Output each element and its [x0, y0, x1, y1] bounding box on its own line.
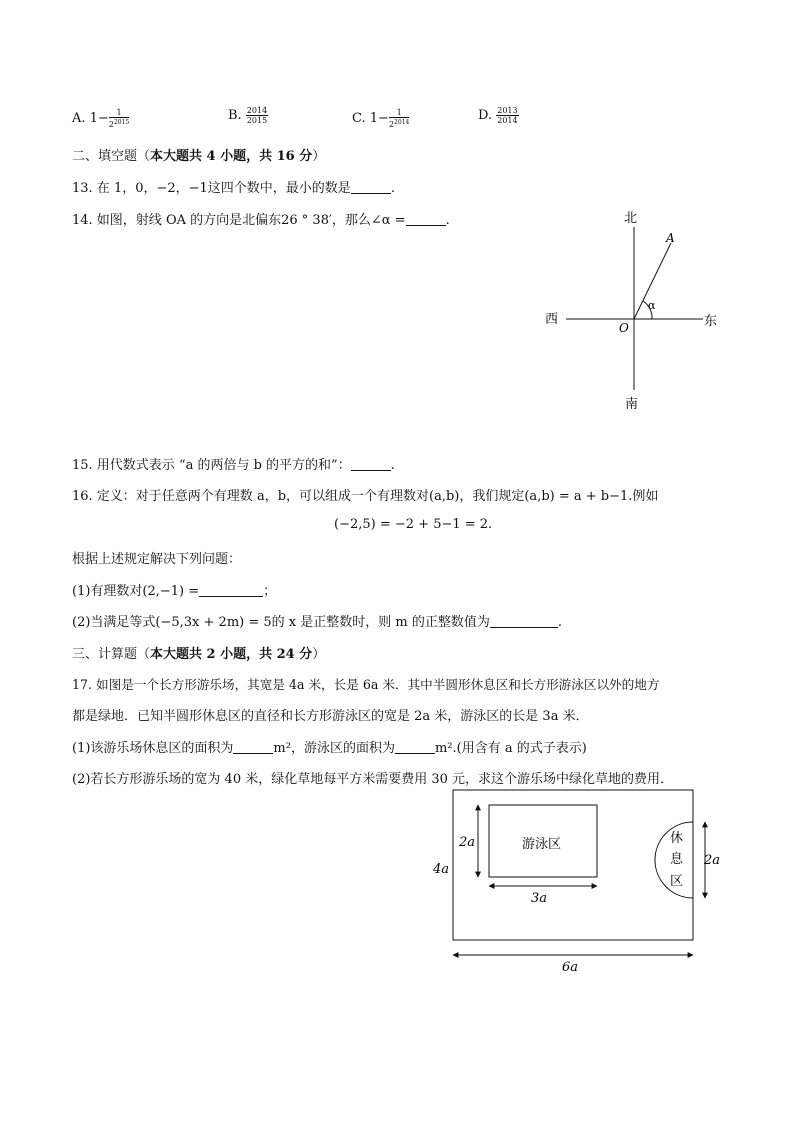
question-16-part-1-end: ； [263, 584, 277, 599]
option-a-numerator: 1 [109, 108, 129, 118]
option-a-whole: 1− [89, 111, 109, 126]
question-17-part-1-text-a: (1)该游乐场休息区的面积为 [72, 741, 234, 756]
question-17-part-1 [72, 737, 587, 756]
question-14 [72, 209, 450, 228]
rest-label-3: 区 [670, 874, 684, 889]
question-16 [72, 485, 658, 504]
question-13-answer-blank[interactable] [351, 181, 391, 194]
question-17-part-1-text-c: m².(用含有 a 的式子表示) [434, 741, 587, 756]
park-width-label: 4a [433, 862, 450, 877]
option-b-fraction [246, 106, 268, 125]
question-16-part-2 [72, 611, 562, 630]
option-c-denominator-exponent: 2014 [394, 119, 410, 126]
question-17-rest-area-blank[interactable] [233, 741, 273, 754]
question-17-pool-area-blank[interactable] [395, 741, 435, 754]
question-15-text: 15. 用代数式表示 “a 的两倍与 b 的平方的和”： [72, 458, 351, 473]
question-16-intro: 根据上述规定解决下列问题： [72, 552, 242, 567]
section-3-title-bold: 本大题共 2 小题，共 24 分 [150, 647, 313, 662]
option-c-denominator-base: 2 [388, 120, 395, 129]
south-label: 南 [625, 397, 639, 412]
section-2-title-bold: 本大题共 4 小题，共 16 分 [150, 149, 313, 164]
question-17-line-1: 17. 如图是一个长方形游乐场，其宽是 4a 米，长是 6a 米．其中半圆形休息区和长方形游泳区以外的地方 [72, 677, 660, 692]
angle-alpha-label: α [648, 299, 656, 312]
option-c [352, 108, 409, 129]
question-14-end: . [445, 213, 450, 228]
question-17-line-2: 都是绿地．已知半圆形休息区的直径和长方形游泳区的宽是 2a 米，游泳区的长是 3a 米． [72, 709, 589, 724]
option-d-fraction [496, 106, 518, 125]
option-b-numerator: 2014 [246, 106, 268, 115]
question-17-part-1-text-b: m²，游泳区的面积为 [273, 741, 395, 756]
question-13-text: 13. 在 1，0，−2，−1这四个数中，最小的数是 [72, 181, 351, 196]
section-3-heading [72, 643, 325, 662]
origin-label: O [619, 321, 629, 335]
park-length-label: 6a [562, 960, 579, 975]
option-d [478, 106, 519, 125]
question-16-part-2-text: (2)当满足等式(−5,3x + 2m) = 5的 x 是正整数时，则 m 的正整数值为 [72, 615, 490, 630]
west-label: 西 [545, 312, 559, 327]
section-2-heading [72, 145, 325, 164]
question-15 [72, 454, 395, 473]
question-16-text: 16. 定义：对于任意两个有理数 a，b，可以组成一个有理数对(a,b)，我们规定(a,b) = a + b−1.例如 [72, 489, 659, 504]
north-label: 北 [624, 211, 638, 226]
question-17-part-2: (2)若长方形游乐场的宽为 40 米，绿化草地每平方米需要费用 30 元，求这个游乐场中绿化草地的费用． [72, 772, 674, 787]
point-a-label: A [666, 231, 675, 245]
option-c-whole: 1− [369, 111, 389, 126]
option-a-denominator-base: 2 [108, 120, 114, 129]
pool-length-label: 3a [531, 891, 548, 906]
question-15-end: . [390, 458, 395, 473]
option-d-denominator: 2014 [497, 116, 518, 125]
rest-diameter-label: 2a [704, 853, 721, 868]
section-2-title-end: ） [312, 149, 326, 164]
east-label: 东 [704, 314, 718, 329]
option-b-denominator: 2015 [246, 116, 268, 125]
rest-label-2: 息 [670, 852, 684, 867]
pool-label: 游泳区 [522, 837, 562, 852]
option-a-label: A. [72, 111, 86, 126]
question-16-part-1-answer-blank[interactable] [199, 584, 263, 597]
section-3-title: 三、计算题（ [72, 647, 151, 662]
option-c-label: C. [352, 111, 366, 126]
question-15-answer-blank[interactable] [351, 458, 391, 471]
section-2-title: 二、填空题（ [72, 149, 151, 164]
option-c-numerator: 1 [389, 108, 409, 118]
option-d-numerator: 2013 [497, 106, 518, 115]
question-13 [72, 177, 395, 196]
option-b-label: B. [228, 108, 242, 123]
question-14-text: 14. 如图，射线 OA 的方向是北偏东26 ° 38′，那么∠α = [72, 213, 406, 228]
question-16-part-2-end: . [557, 615, 562, 630]
question-16-example: (−2,5) = −2 + 5−1 = 2. [334, 517, 493, 532]
option-c-fraction [389, 108, 409, 129]
question-16-part-1 [72, 580, 276, 599]
section-3-title-end: ） [312, 647, 326, 662]
park-diagram [425, 785, 725, 985]
question-16-part-2-answer-blank[interactable] [490, 615, 558, 628]
pool-width-label: 2a [459, 835, 476, 850]
option-d-label: D. [478, 108, 493, 123]
option-a-fraction [109, 108, 129, 129]
compass-figure [540, 205, 730, 415]
question-13-end: . [390, 181, 395, 196]
option-a [72, 108, 129, 129]
option-a-denominator-exponent: 2015 [113, 119, 130, 126]
option-b [228, 106, 268, 125]
rest-label-1: 休 [670, 831, 684, 846]
question-16-part-1-text: (1)有理数对(2,−1) = [72, 584, 200, 599]
question-14-answer-blank[interactable] [406, 213, 446, 226]
